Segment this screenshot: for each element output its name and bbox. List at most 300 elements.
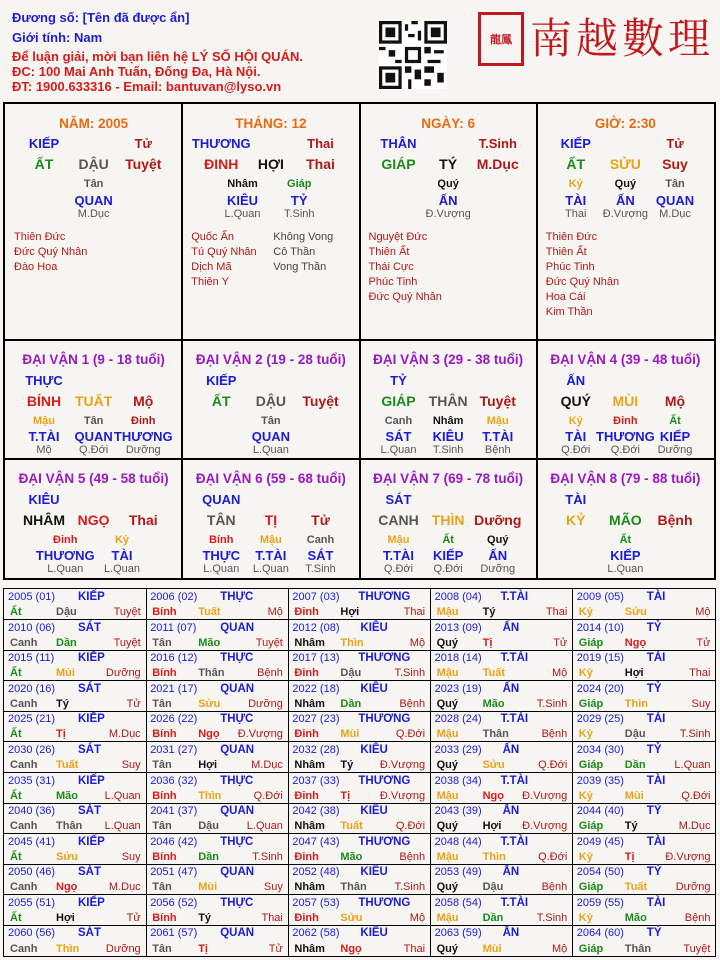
chart-term: NGỌ — [77, 512, 110, 528]
chart-term: Kỷ — [568, 178, 583, 190]
year-ten-god: KIÊU — [360, 927, 388, 940]
year-cell[interactable] — [573, 773, 716, 804]
year-phase: T.Sinh — [394, 667, 426, 680]
chart-term: M.Dục — [77, 208, 110, 220]
year-ten-god: ẤN — [502, 682, 520, 695]
pillar-notes — [546, 230, 619, 320]
year-cell[interactable] — [431, 925, 574, 956]
note-item: Không Vong — [273, 231, 334, 243]
pillar-cell — [360, 104, 537, 340]
chart-term: Mậu — [259, 534, 282, 546]
chart-term: ẤN — [438, 193, 458, 208]
year-branch: Mão — [198, 636, 221, 649]
year-branch: Thìn — [624, 697, 649, 710]
year-branch: Tị — [482, 636, 493, 649]
year-cell[interactable] — [573, 589, 716, 620]
year-stem: Canh — [10, 881, 38, 894]
year-branch: Thân — [482, 728, 509, 741]
cell-row — [5, 136, 182, 154]
year-label: 2023 (19) — [434, 682, 482, 695]
year-ten-god: TỶ — [646, 805, 662, 818]
year-branch: Thân — [624, 943, 652, 956]
year-label: 2011 (07) — [150, 621, 197, 634]
year-ten-god: THỰC — [220, 591, 254, 603]
pillar-notes — [191, 230, 256, 290]
chart-term: Tuyệt — [125, 156, 162, 172]
note-item: Quốc Ấn — [191, 231, 235, 243]
year-ten-god: TỶ — [646, 927, 662, 940]
chart-term: M.Dục — [476, 156, 519, 172]
chart-term: Dưỡng — [657, 444, 693, 456]
year-label: 2054 (50) — [576, 866, 624, 879]
chart-term: THƯƠNG — [113, 429, 173, 444]
year-label: 2061 (57) — [150, 927, 198, 940]
year-cell[interactable] — [288, 803, 431, 834]
year-cell[interactable] — [146, 742, 289, 773]
year-cell[interactable] — [288, 834, 431, 865]
chart-term: Q.Đới — [610, 444, 640, 456]
year-cell[interactable] — [431, 650, 574, 681]
cell-row — [182, 492, 359, 510]
year-cell[interactable] — [146, 620, 289, 651]
year-cell[interactable] — [146, 895, 289, 926]
year-stem: Canh — [10, 943, 38, 956]
year-ten-god: SÁT — [78, 743, 101, 756]
year-branch: Mùi — [624, 789, 644, 802]
year-ten-god: TÀI — [646, 896, 666, 909]
chart-term: DẬU — [78, 156, 109, 172]
chart-term: ẤT — [34, 156, 54, 172]
year-branch: Ngọ — [56, 881, 78, 894]
year-cell[interactable] — [288, 681, 431, 712]
gender-line: Giới tính: Nam — [12, 30, 103, 45]
cell-row — [182, 136, 359, 154]
chart-term: L.Quan — [252, 563, 289, 575]
year-label: 2063 (59) — [434, 927, 482, 940]
chart-term: Tử — [666, 136, 684, 151]
year-label: 2036 (32) — [150, 774, 198, 787]
year-cell[interactable] — [431, 773, 574, 804]
year-label: 2028 (24) — [434, 713, 482, 726]
year-ten-god: TÀI — [646, 591, 666, 603]
year-stem: Quý — [436, 943, 458, 956]
year-ten-god: QUAN — [220, 682, 255, 695]
year-label: 2043 (39) — [434, 805, 482, 818]
year-label: 2064 (60) — [576, 927, 624, 940]
chart-term: THÌN — [431, 512, 465, 528]
year-cell[interactable] — [573, 620, 716, 651]
year-cell[interactable] — [146, 925, 289, 956]
year-cell[interactable] — [4, 925, 147, 956]
chart-term: NHÂM — [22, 512, 65, 528]
chart-term: THỰC — [25, 373, 63, 388]
chart-term: Q.Đới — [561, 444, 591, 456]
year-cell[interactable] — [431, 742, 574, 773]
chart-term: L.Quan — [203, 563, 240, 575]
year-stem: Kỷ — [578, 606, 593, 619]
year-cell[interactable] — [573, 681, 716, 712]
owner-line: Đương số: [Tên đã được ẩn] — [12, 10, 190, 25]
year-stem: Nhâm — [294, 636, 325, 649]
year-label: 2045 (41) — [8, 835, 56, 848]
chart-term: Thai — [307, 136, 334, 151]
year-phase: Tuyệt — [113, 636, 141, 649]
year-ten-god: KIẾP — [78, 652, 105, 665]
year-branch: Thân — [198, 667, 225, 680]
year-branch: Thân — [340, 881, 367, 894]
cell-row — [537, 136, 714, 154]
year-phase: M.Dục — [108, 881, 141, 894]
chart-term: Suy — [662, 156, 688, 172]
year-branch: Mùi — [482, 943, 502, 956]
year-stem: Quý — [436, 758, 458, 771]
year-cell[interactable] — [573, 803, 716, 834]
year-stem: Bính — [152, 850, 177, 863]
chart-term: Tử — [311, 512, 330, 528]
chart-term: TỶ — [290, 193, 308, 208]
cell-row — [182, 373, 359, 391]
year-phase: Mộ — [552, 667, 568, 680]
year-label: 2044 (40) — [576, 805, 624, 818]
year-stem: Đinh — [294, 911, 319, 924]
cell-row — [182, 563, 359, 581]
year-stem: Canh — [10, 758, 38, 771]
year-cell[interactable] — [431, 711, 574, 742]
decade-luck-cell[interactable] — [5, 340, 182, 459]
decade-luck-cell[interactable] — [360, 340, 537, 459]
chart-term: Tuyệt — [302, 393, 339, 409]
year-branch: Hợi — [482, 820, 502, 833]
year-stem: Tân — [152, 881, 172, 894]
year-label: 2009 (05) — [576, 591, 624, 603]
year-label: 2010 (06) — [8, 621, 56, 634]
decade-luck-cell[interactable] — [182, 340, 359, 459]
year-stem: Mậu — [436, 850, 459, 863]
year-cell[interactable] — [573, 864, 716, 895]
year-cell[interactable] — [288, 925, 431, 956]
year-ten-god: T.TÀI — [500, 835, 529, 848]
chart-term: Bính — [209, 534, 234, 546]
year-branch: Hợi — [198, 758, 218, 771]
year-label: 2027 (23) — [292, 713, 340, 726]
cell-row — [360, 156, 537, 174]
year-ten-god: TÀI — [646, 774, 666, 787]
year-branch: Dần — [340, 697, 362, 710]
year-stem: Kỷ — [578, 850, 593, 863]
year-label: 2056 (52) — [150, 896, 198, 909]
cell-row — [5, 156, 182, 174]
year-stem: Tân — [152, 943, 172, 956]
year-cell[interactable] — [146, 834, 289, 865]
chart-term: Tân — [665, 178, 685, 190]
chart-term: THƯƠNG — [191, 136, 251, 151]
address-line: ĐC: 100 Mai Anh Tuấn, Đống Đa, Hà Nội. — [12, 64, 261, 79]
year-stem: Đinh — [294, 667, 319, 680]
cell-row — [537, 512, 714, 530]
chart-term: Ất — [669, 415, 681, 427]
year-label: 2046 (42) — [150, 835, 198, 848]
chart-term: ẤT — [566, 156, 586, 172]
year-cell[interactable] — [288, 711, 431, 742]
decade-luck-cell[interactable] — [360, 459, 537, 578]
year-cell[interactable] — [4, 681, 147, 712]
year-cell[interactable] — [4, 742, 147, 773]
year-label: 2030 (26) — [8, 743, 56, 756]
year-ten-god: SÁT — [78, 927, 101, 940]
brand-logo — [478, 8, 718, 70]
year-cell[interactable] — [431, 803, 574, 834]
chart-term: Nhâm — [432, 415, 464, 427]
year-phase: T.Sinh — [536, 697, 568, 710]
chart-term: TỶ — [390, 373, 407, 388]
chart-term: QUAN — [202, 492, 241, 507]
year-ten-god: T.TÀI — [500, 591, 529, 603]
year-phase: Tử — [126, 697, 141, 710]
year-ten-god: THƯƠNG — [358, 774, 411, 787]
year-phase: Mộ — [409, 911, 426, 924]
chart-term: KIÊU — [28, 492, 60, 507]
year-phase: Tuyệt — [113, 606, 141, 619]
year-cell[interactable] — [573, 650, 716, 681]
year-ten-god: KIÊU — [360, 866, 388, 879]
cell-row — [537, 393, 714, 411]
note-item: Thiên Ất — [545, 246, 587, 258]
chart-term: Ất — [442, 534, 454, 546]
chart-term: Đinh — [613, 415, 638, 427]
year-branch: Sửu — [340, 911, 363, 924]
year-label: 2050 (46) — [8, 866, 56, 879]
year-cell[interactable] — [431, 620, 574, 651]
chart-term: Đinh — [131, 415, 156, 427]
year-phase: Tuyệt — [255, 636, 283, 649]
chart-term: Mộ — [133, 393, 154, 409]
year-cell[interactable] — [4, 620, 147, 651]
year-phase: Suy — [263, 881, 283, 894]
year-phase: T.Sinh — [679, 728, 711, 741]
year-cell[interactable] — [431, 834, 574, 865]
year-cell[interactable] — [4, 803, 147, 834]
chart-term: Giáp — [287, 178, 312, 190]
year-cell[interactable] — [4, 864, 147, 895]
year-branch: Hợi — [624, 667, 644, 680]
decade-luck-cell[interactable] — [537, 459, 714, 578]
pillar-cell — [182, 104, 359, 340]
decade-luck-title: ĐẠI VẬN 8 (79 - 88 tuổi) — [550, 471, 701, 486]
year-stem: Ất — [10, 850, 22, 863]
year-stem: Kỷ — [578, 728, 593, 741]
year-cell[interactable] — [288, 589, 431, 620]
year-stem: Tân — [152, 697, 172, 710]
note-item: Hoa Cái — [545, 291, 586, 303]
year-cell[interactable] — [288, 650, 431, 681]
year-cell[interactable] — [288, 864, 431, 895]
decade-luck-cell[interactable] — [182, 459, 359, 578]
cell-row — [537, 208, 714, 226]
phone-email-line[interactable]: ĐT: 1900.633316 - Email: bantuvan@lyso.vn — [12, 79, 282, 94]
year-ten-god: ẤN — [502, 743, 520, 756]
decade-luck-cell[interactable] — [5, 459, 182, 578]
year-label: 2019 (15) — [576, 652, 624, 665]
cell-row — [182, 156, 359, 174]
year-stem: Giáp — [578, 943, 604, 956]
year-cell[interactable] — [573, 742, 716, 773]
year-ten-god: QUAN — [220, 805, 255, 818]
year-stem: Đinh — [294, 850, 319, 863]
year-branch: Tý — [56, 697, 69, 710]
year-cell[interactable] — [431, 864, 574, 895]
cell-row — [182, 208, 359, 226]
chart-term: SÁT — [385, 492, 412, 507]
chart-term: Ất — [619, 534, 632, 546]
note-item: Đức Quý Nhân — [368, 291, 442, 303]
cell-row — [360, 492, 537, 510]
year-cell[interactable] — [573, 925, 716, 956]
chart-term: Bệnh — [484, 444, 511, 456]
year-label: 2062 (58) — [292, 927, 340, 940]
year-cell[interactable] — [4, 650, 147, 681]
year-stem: Ất — [10, 667, 22, 680]
chart-term: ĐINH — [204, 156, 239, 172]
year-cell[interactable] — [4, 834, 147, 865]
year-phase: Dưỡng — [105, 943, 141, 956]
year-branch: Mão — [56, 789, 78, 802]
year-cell[interactable] — [4, 711, 147, 742]
year-ten-god: QUAN — [220, 621, 255, 634]
year-ten-god: ẤN — [502, 866, 520, 879]
year-phase: Đ.Vượng — [379, 758, 426, 771]
year-branch: Hợi — [340, 606, 360, 619]
year-label: 2034 (30) — [576, 743, 624, 756]
year-phase: Bệnh — [541, 881, 568, 894]
header — [0, 0, 720, 100]
year-branch: Thân — [56, 820, 83, 833]
year-cell[interactable] — [4, 589, 147, 620]
year-stem: Bính — [152, 728, 177, 741]
chart-term: GIÁP — [381, 393, 416, 409]
year-ten-god: TỶ — [646, 682, 662, 695]
year-cell[interactable] — [146, 650, 289, 681]
year-ten-god: TÀI — [646, 835, 666, 848]
year-branch: Tị — [340, 789, 351, 802]
year-cell[interactable] — [4, 773, 147, 804]
year-cell[interactable] — [146, 711, 289, 742]
year-cell[interactable] — [288, 620, 431, 651]
cell-row — [360, 136, 537, 154]
year-phase: Đ.Vượng — [379, 789, 426, 802]
year-label: 2060 (56) — [8, 927, 56, 940]
decade-luck-cell[interactable] — [537, 340, 714, 459]
year-label: 2014 (10) — [576, 621, 624, 634]
year-branch: Ngọ — [198, 728, 220, 741]
chart-term: Quý — [487, 534, 509, 546]
year-phase: Mộ — [267, 606, 283, 619]
chart-term: SỬU — [609, 156, 641, 172]
year-stem: Giáp — [578, 758, 604, 771]
year-cell[interactable] — [573, 711, 716, 742]
year-cell[interactable] — [573, 834, 716, 865]
year-ten-god: ẤN — [502, 927, 520, 940]
year-stem: Canh — [10, 697, 38, 710]
chart-term: T.Sinh — [478, 136, 517, 151]
year-cell[interactable] — [431, 589, 574, 620]
year-branch: Mão — [340, 850, 363, 863]
year-cell[interactable] — [146, 681, 289, 712]
cell-row — [537, 156, 714, 174]
note-item: Thiên Y — [191, 276, 229, 288]
chart-term: Dưỡng — [125, 444, 161, 456]
year-stem: Ất — [10, 728, 22, 741]
year-stem: Kỷ — [578, 911, 593, 924]
year-cell[interactable] — [146, 803, 289, 834]
year-phase: Dưỡng — [675, 881, 711, 894]
year-cell[interactable] — [288, 895, 431, 926]
year-label: 2008 (04) — [434, 591, 482, 603]
chart-term: CANH — [378, 512, 419, 528]
year-branch: Sửu — [482, 758, 505, 771]
chart-term: Mậu — [32, 415, 55, 427]
year-stem: Nhâm — [294, 943, 325, 956]
year-ten-god: KIẾP — [78, 835, 105, 848]
chart-term: Q.Đới — [79, 444, 109, 456]
chart-term: QUAN — [74, 193, 113, 208]
year-stem: Nhâm — [294, 820, 325, 833]
year-phase: Bệnh — [541, 728, 568, 741]
cell-row — [5, 563, 182, 581]
year-cell[interactable] — [288, 773, 431, 804]
year-stem: Ất — [10, 911, 22, 924]
year-phase: M.Dục — [678, 820, 711, 833]
year-label: 2012 (08) — [292, 621, 340, 634]
year-phase: Dưỡng — [105, 667, 141, 680]
note-item: Thái Cực — [368, 261, 414, 273]
year-phase: Mộ — [409, 636, 426, 649]
year-label: 2013 (09) — [434, 621, 482, 634]
cell-row — [360, 512, 537, 530]
year-ten-god: SÁT — [78, 805, 101, 818]
year-stem: Quý — [436, 820, 458, 833]
year-cell[interactable] — [573, 895, 716, 926]
year-cell[interactable] — [431, 681, 574, 712]
year-cell[interactable] — [146, 589, 289, 620]
cell-row — [182, 512, 359, 530]
year-ten-god: THƯƠNG — [358, 591, 411, 603]
year-phase: Q.Đới — [395, 820, 426, 833]
year-cell[interactable] — [288, 742, 431, 773]
chart-term: TÀI — [565, 429, 587, 444]
chart-term: Tân — [261, 415, 281, 427]
year-label: 2051 (47) — [150, 866, 198, 879]
year-branch: Hợi — [56, 911, 75, 924]
year-label: 2031 (27) — [150, 743, 198, 756]
year-stem: Bính — [152, 667, 177, 680]
year-cell[interactable] — [146, 773, 289, 804]
year-phase: Đ.Vượng — [665, 850, 711, 863]
pillar-title: NĂM: 2005 — [59, 116, 129, 131]
year-stem: Canh — [10, 636, 38, 649]
year-phase: Suy — [121, 850, 141, 863]
year-branch: Mùi — [340, 728, 360, 741]
pillar-title: NGÀY: 6 — [421, 116, 475, 131]
note-item: Vong Thần — [273, 261, 327, 273]
year-cell[interactable] — [4, 895, 147, 926]
chart-term: SÁT — [385, 429, 412, 444]
cell-row — [5, 512, 182, 530]
year-cell[interactable] — [146, 864, 289, 895]
year-stem: Đinh — [294, 789, 319, 802]
year-cell[interactable] — [431, 895, 574, 926]
chart-term: Tân — [83, 178, 104, 190]
note-item: Cô Thần — [273, 246, 316, 258]
